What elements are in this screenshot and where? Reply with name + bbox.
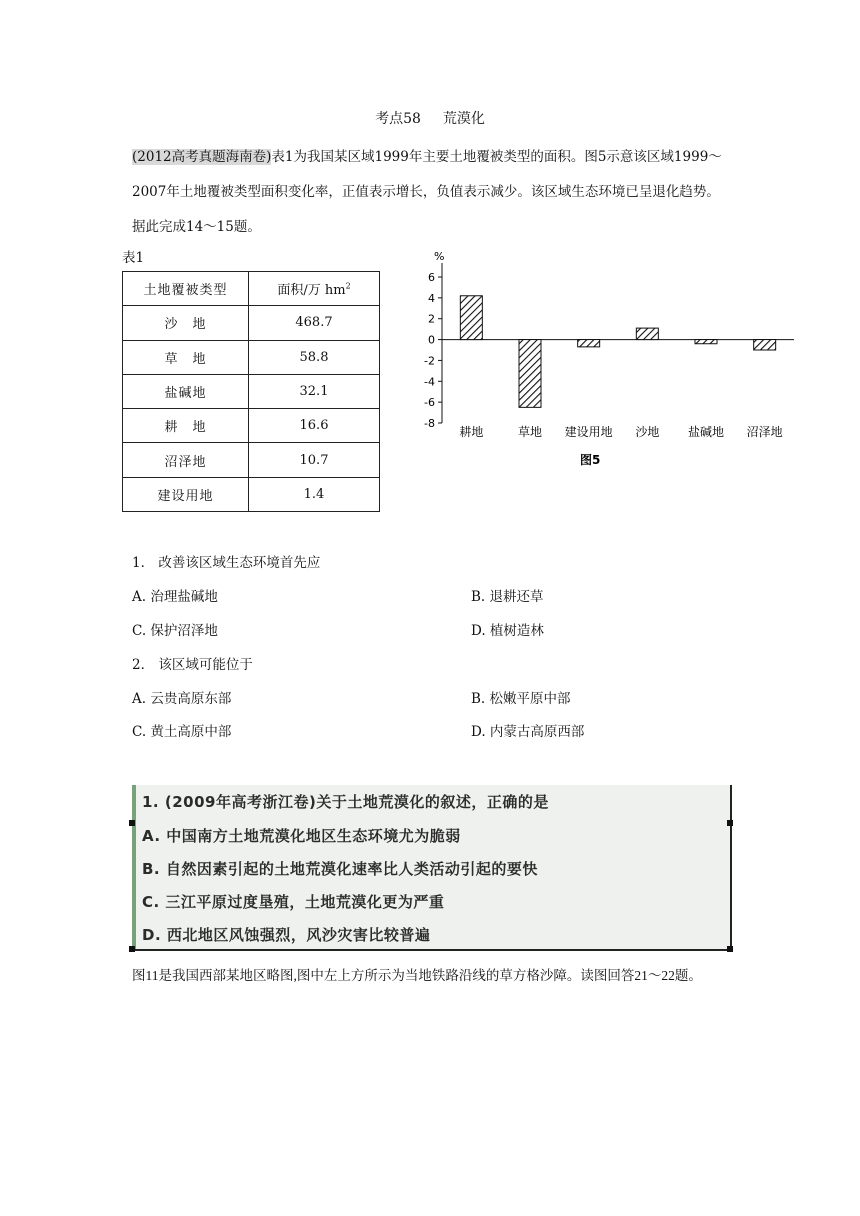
x-category-label: 沼泽地 — [746, 425, 783, 439]
y-tick-label: 0 — [428, 333, 435, 347]
x-category-label: 沙地 — [635, 425, 660, 439]
land-change-bar-chart — [410, 247, 800, 472]
table-row — [123, 409, 380, 443]
bar-5 — [754, 340, 776, 350]
title-label: 考点58 — [375, 111, 421, 127]
table-row — [123, 477, 380, 511]
table-header-type: 土地覆被类型 — [123, 272, 249, 306]
y-tick-label: -4 — [424, 375, 435, 389]
y-tick-label: 2 — [428, 312, 435, 326]
x-category-label: 草地 — [517, 425, 543, 439]
resize-handle-bottom-right[interactable] — [727, 946, 733, 952]
table-cell-type: 耕 地 — [123, 409, 249, 443]
table-cell-area: 58.8 — [249, 340, 380, 374]
chart-caption: 图5 — [580, 453, 601, 467]
table-cell-type: 沙 地 — [123, 306, 249, 340]
y-tick-label: 4 — [428, 291, 435, 305]
resize-handle-left[interactable] — [129, 820, 135, 826]
table-cell-area: 10.7 — [249, 443, 380, 477]
table-header-area-sup: 2 — [345, 281, 351, 291]
y-tick-label: 6 — [428, 271, 435, 284]
scanned-question-stem: 1. (2009年高考浙江卷)关于土地荒漠化的叙述，正确的是 — [142, 793, 549, 811]
bar-4 — [695, 340, 717, 344]
table-cell-area: 468.7 — [249, 306, 380, 340]
question-2-stem: 2． 该区域可能位于 — [132, 657, 253, 673]
table-cell-area: 1.4 — [249, 477, 380, 511]
question-1-option-d: D. 植树造林 — [471, 623, 544, 639]
intro-paragraph — [132, 140, 732, 245]
bar-3 — [636, 328, 658, 339]
question-1-option-c: C. 保护沼泽地 — [132, 623, 218, 639]
y-tick-label: -8 — [424, 417, 435, 430]
question-2-option-c: C. 黄土高原中部 — [132, 724, 232, 740]
table-cell-type: 建设用地 — [123, 477, 249, 511]
intro-source: (2012高考真题海南卷) — [132, 149, 272, 165]
x-category-label: 盐碱地 — [687, 425, 725, 439]
bar-1 — [519, 340, 541, 408]
table-caption: 表1 — [122, 250, 145, 266]
y-tick-label: -2 — [424, 354, 435, 368]
table-row — [123, 340, 380, 374]
table-header-area-label: 面积/万 hm — [277, 283, 346, 299]
question-2-option-a: A. 云贵高原东部 — [132, 691, 232, 707]
scanned-option-b: B. 自然因素引起的土地荒漠化速率比人类活动引起的要快 — [142, 860, 538, 878]
y-tick-label: -6 — [424, 396, 435, 410]
question-2-option-d: D. 内蒙古高原西部 — [471, 724, 585, 740]
table-cell-type: 盐碱地 — [123, 374, 249, 408]
x-category-label: 建设用地 — [564, 425, 613, 439]
question-1-option-b: B. 退耕还草 — [471, 589, 544, 605]
closing-paragraph: 图11是我国西部某地区略图,图中左上方所示为当地铁路沿线的草方格沙障。读图回答21～22题。 — [132, 968, 702, 983]
table-row — [123, 306, 380, 340]
table-cell-type: 草 地 — [123, 340, 249, 374]
bar-2 — [578, 340, 600, 347]
scanned-option-c: C. 三江平原过度垦殖，土地荒漠化更为严重 — [142, 893, 445, 911]
bar-0 — [460, 296, 482, 340]
table-header-area — [249, 272, 380, 306]
resize-handle-right[interactable] — [727, 820, 733, 826]
table-header-row — [123, 272, 380, 306]
question-1-option-a: A. 治理盐碱地 — [132, 589, 218, 605]
intro-text: 表1为我国某区域1999年主要土地覆被类型的面积。图5示意该区域1999～2007年土地覆被类型面积变化率，正值表示增长，负值表示减少。该区域生态环境已呈退化趋势。据此完成14～15题。 — [132, 149, 722, 235]
scanned-option-a: A. 中国南方土地荒漠化地区生态环境尤为脆弱 — [142, 827, 461, 845]
table-cell-type: 沼泽地 — [123, 443, 249, 477]
table-row — [123, 443, 380, 477]
table-cell-area: 16.6 — [249, 409, 380, 443]
scanned-option-d: D. 西北地区风蚀强烈，风沙灾害比较普遍 — [142, 926, 431, 944]
question-1-stem: 1． 改善该区域生态环境首先应 — [132, 555, 321, 571]
y-unit-label: % — [434, 250, 445, 263]
title-topic: 荒漠化 — [442, 111, 485, 127]
image-selection-frame — [132, 785, 732, 951]
question-2-option-b: B. 松嫩平原中部 — [471, 691, 571, 707]
resize-handle-bottom-left[interactable] — [129, 946, 135, 952]
table-cell-area: 32.1 — [249, 374, 380, 408]
table-row — [123, 374, 380, 408]
x-category-label: 耕地 — [459, 425, 484, 439]
land-cover-table — [122, 271, 380, 512]
page-title — [0, 108, 860, 128]
